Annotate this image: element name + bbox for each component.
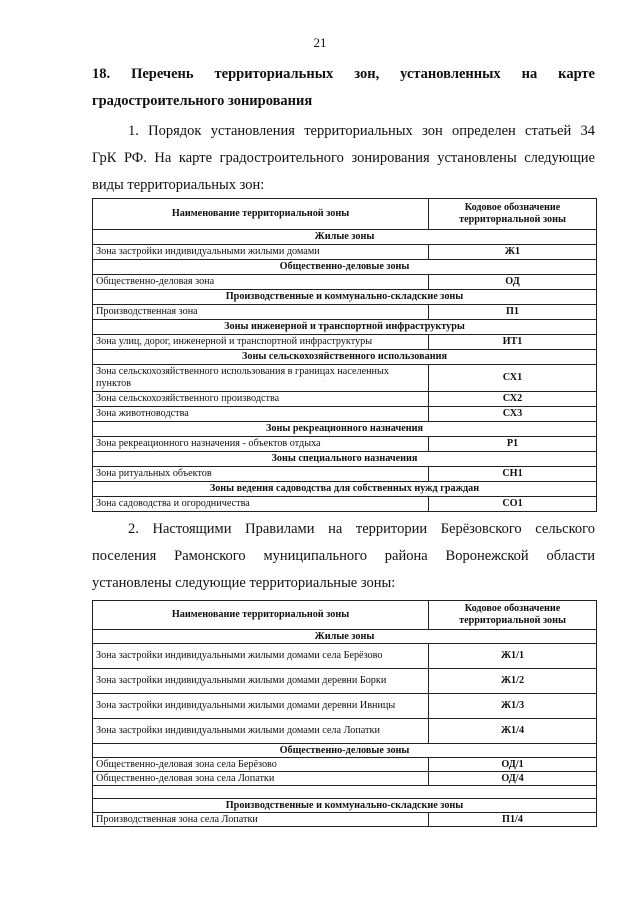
table-group-row [93, 422, 597, 437]
table-group-row [93, 260, 597, 275]
header-zone-name: Наименование территориальной зоны [93, 601, 429, 630]
empty-cell [93, 786, 597, 799]
group-title: Зоны инженерной и транспортной инфраструктуры [93, 320, 597, 335]
zone-name: Общественно-деловая зона [93, 275, 429, 290]
table-row [93, 772, 597, 786]
paragraph-1 [92, 118, 595, 199]
group-title: Зоны ведения садоводства для собственных нужд граждан [93, 482, 597, 497]
zone-code: ИТ1 [429, 335, 597, 350]
zone-name: Производственная зона [93, 305, 429, 320]
table-row [93, 758, 597, 772]
zone-name: Зона сельскохозяйственного производства [93, 392, 429, 407]
zone-name: Зона садоводства и огородничества [93, 497, 429, 512]
zone-name: Зона животноводства [93, 407, 429, 422]
table-row [93, 437, 597, 452]
table-row [93, 467, 597, 482]
table-row [93, 644, 597, 669]
table-group-row [93, 230, 597, 245]
group-title: Жилые зоны [93, 230, 597, 245]
table-row [93, 245, 597, 260]
table-row [93, 719, 597, 744]
table-group-row [93, 320, 597, 335]
zone-code: П1 [429, 305, 597, 320]
zone-name: Общественно-деловая зона села Лопатки [93, 772, 429, 786]
zone-name: Зона застройки индивидуальными жилыми домами села Берёзово [93, 644, 429, 669]
table-row [93, 694, 597, 719]
table-empty-row [93, 786, 597, 799]
paragraph-1-line: виды территориальных зон: [92, 177, 265, 193]
table-group-row [93, 482, 597, 497]
table-row [93, 275, 597, 290]
zone-name: Производственная зона села Лопатки [93, 813, 429, 827]
zone-name: Зона застройки индивидуальными жилыми домами села Лопатки [93, 719, 429, 744]
paragraph-2 [92, 516, 595, 597]
header-zone-code: Кодовое обозначение территориальной зоны [429, 601, 597, 630]
zone-name: Зона рекреационного назначения - объектов отдыха [93, 437, 429, 452]
zone-code: СХ3 [429, 407, 597, 422]
header-zone-name: Наименование территориальной зоны [93, 199, 429, 230]
zones-table-settlement [92, 600, 597, 827]
table-group-row [93, 799, 597, 813]
zone-name: Зона застройки индивидуальными жилыми домами [93, 245, 429, 260]
group-title: Общественно-деловые зоны [93, 744, 597, 758]
paragraph-2-line: 2. Настоящими Правилами на территории Берёзовского сельского [128, 521, 595, 537]
section-heading: 18. Перечень территориальных зон, установленных на карте [92, 66, 595, 82]
group-title: Зоны рекреационного назначения [93, 422, 597, 437]
table-row [93, 335, 597, 350]
paragraph-1-line: ГрК РФ. На карте градостроительного зонирования установлены следующие [92, 150, 595, 166]
table-header-row [93, 601, 597, 630]
table-row [93, 392, 597, 407]
zone-code: Р1 [429, 437, 597, 452]
table-group-row [93, 290, 597, 305]
section-heading-continued: градостроительного зонирования [92, 93, 313, 109]
group-title: Зоны сельскохозяйственного использования [93, 350, 597, 365]
zone-code: СО1 [429, 497, 597, 512]
header-zone-code: Кодовое обозначение территориальной зоны [429, 199, 597, 230]
page-number: 21 [313, 35, 327, 50]
table-row [93, 497, 597, 512]
zones-table-general [92, 198, 597, 512]
table-group-row [93, 452, 597, 467]
group-title: Жилые зоны [93, 630, 597, 644]
zone-code: СН1 [429, 467, 597, 482]
zone-code: ОД/4 [429, 772, 597, 786]
table-row [93, 407, 597, 422]
zone-code: СХ2 [429, 392, 597, 407]
table-row [93, 813, 597, 827]
zone-code: ОД [429, 275, 597, 290]
zone-code: Ж1/4 [429, 719, 597, 744]
paragraph-1-line: 1. Порядок установления территориальных зон определен статьей 34 [128, 123, 595, 139]
zone-name: Общественно-деловая зона села Берёзово [93, 758, 429, 772]
paragraph-2-line: поселения Рамонского муниципального района Воронежской области [92, 548, 595, 564]
zone-code: Ж1/3 [429, 694, 597, 719]
zone-name: Зона ритуальных объектов [93, 467, 429, 482]
table-row [93, 669, 597, 694]
table-header-row [93, 199, 597, 230]
zone-code: СХ1 [429, 365, 597, 392]
group-title: Общественно-деловые зоны [93, 260, 597, 275]
table-group-row [93, 744, 597, 758]
zone-name: Зона застройки индивидуальными жилыми домами деревни Борки [93, 669, 429, 694]
table-group-row [93, 630, 597, 644]
paragraph-2-line: установлены следующие территориальные зоны: [92, 575, 396, 591]
group-title: Производственные и коммунально-складские зоны [93, 799, 597, 813]
zone-code: Ж1 [429, 245, 597, 260]
zone-name: Зона сельскохозяйственного использования в границах населенных пунктов [93, 365, 429, 392]
zone-code: П1/4 [429, 813, 597, 827]
zone-code: ОД/1 [429, 758, 597, 772]
table-row [93, 365, 597, 392]
group-title: Зоны специального назначения [93, 452, 597, 467]
group-title: Производственные и коммунально-складские зоны [93, 290, 597, 305]
table-row [93, 305, 597, 320]
zone-code: Ж1/2 [429, 669, 597, 694]
table-group-row [93, 350, 597, 365]
zone-name: Зона улиц, дорог, инженерной и транспортной инфраструктуры [93, 335, 429, 350]
zone-name: Зона застройки индивидуальными жилыми домами деревни Ивницы [93, 694, 429, 719]
zone-code: Ж1/1 [429, 644, 597, 669]
